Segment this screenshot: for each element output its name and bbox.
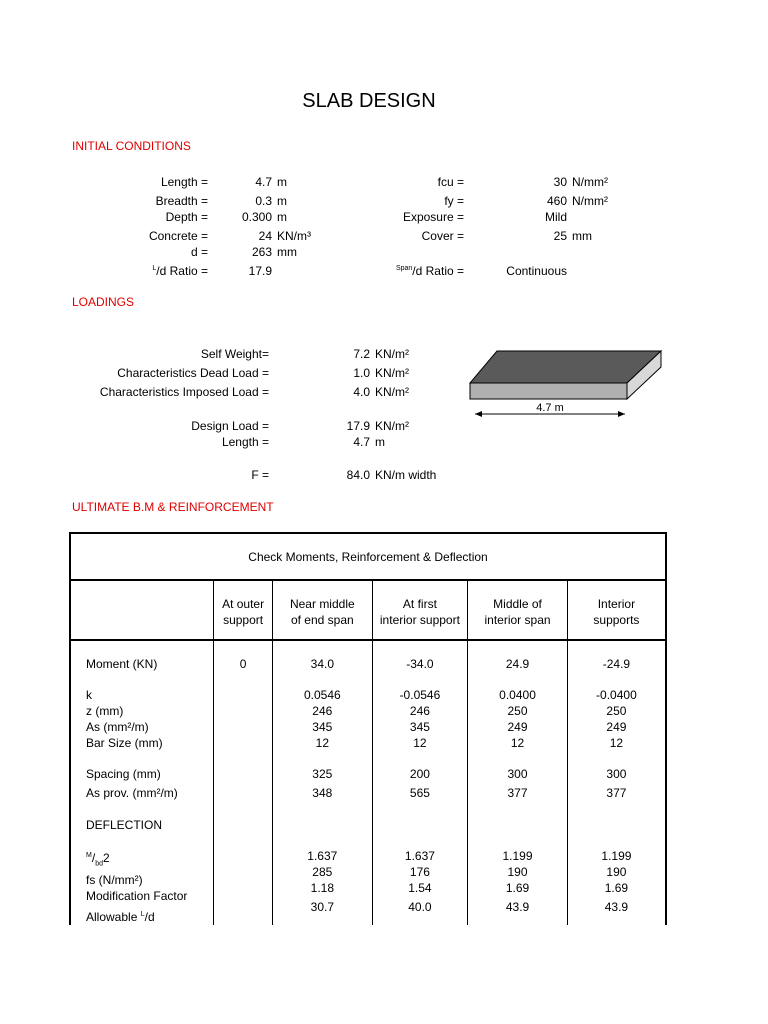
- self-weight-label: Self Weight=: [200, 347, 269, 361]
- exposure-value: Mild: [544, 210, 567, 224]
- check-table: [69, 532, 667, 925]
- length-value: 4.7: [255, 175, 272, 189]
- force-label: F =: [251, 468, 269, 482]
- col-first-interior: -34.0 -0.0546 246 345 12 200 565 1.637 176 1.54 40.0: [372, 640, 468, 925]
- d-value: 263: [251, 245, 272, 259]
- ld-ratio-label: $^L$/d Ratio =: [152, 264, 208, 278]
- loading-length-label: Length =: [221, 435, 269, 449]
- span-label: 4.7 m: [536, 402, 564, 414]
- header-first-interior: At first interior support: [372, 580, 468, 640]
- row-labels: Moment (KN) k z (mm) As (mm²/m) Bar Size (mm) Spacing (mm) As prov. (mm²/m) DEFLECTION $^M/_{bd}2$ fs (N/mm²) Modification Factor Allowable $^L$/d: [70, 640, 214, 925]
- section-loadings: LOADINGS: [72, 295, 135, 309]
- dead-load-unit: KN/m²: [375, 366, 409, 380]
- concrete-unit: KN/m³: [277, 229, 311, 243]
- span-d-ratio-value: Continuous: [506, 264, 567, 278]
- force-value: 84.0: [346, 468, 370, 482]
- depth-unit: m: [277, 210, 287, 224]
- concrete-label: Concrete =: [148, 229, 208, 243]
- breadth-value: 0.3: [255, 194, 272, 208]
- design-load-label: Design Load =: [191, 419, 269, 433]
- dead-load-label: Characteristics Dead Load =: [117, 366, 269, 380]
- table-caption: Check Moments, Reinforcement & Deflection: [70, 533, 666, 580]
- depth-label: Depth =: [165, 210, 208, 224]
- imposed-load-unit: KN/m²: [375, 385, 409, 399]
- self-weight-value: 7.2: [353, 347, 370, 361]
- col-end-span: 34.0 0.0546 246 345 12 325 348 1.637 285 1.18 30.7: [273, 640, 373, 925]
- fy-label: fy =: [444, 194, 464, 208]
- col-interior-span: 24.9 0.0400 250 249 12 300 377 1.199 190 1.69 43.9: [468, 640, 568, 925]
- loading-length-value: 4.7: [353, 435, 370, 449]
- header-outer-support: At outer support: [214, 580, 273, 640]
- d-unit: mm: [277, 245, 297, 259]
- col-interior-supports: -24.9 -0.0400 250 249 12 300 377 1.199 190 1.69 43.9: [567, 640, 666, 925]
- section-initial-conditions: INITIAL CONDITIONS: [72, 139, 191, 153]
- design-load-value: 17.9: [346, 419, 370, 433]
- cover-value: 25: [553, 229, 567, 243]
- ld-ratio-value: 17.9: [248, 264, 272, 278]
- force-unit: KN/m width: [375, 468, 437, 482]
- loading-length-unit: m: [375, 435, 385, 449]
- header-interior-span: Middle of interior span: [468, 580, 568, 640]
- length-unit: m: [277, 175, 287, 189]
- span-d-ratio-label: $^{Span}$/d Ratio =: [395, 264, 464, 278]
- fcu-label: fcu =: [437, 175, 464, 189]
- imposed-load-value: 4.0: [353, 385, 370, 399]
- section-ultimate: ULTIMATE B.M & REINFORCEMENT: [72, 500, 274, 514]
- concrete-value: 24: [258, 229, 272, 243]
- header-end-span: Near middle of end span: [273, 580, 373, 640]
- page-title: SLAB DESIGN: [302, 90, 436, 112]
- header-interior-supports: Interior supports: [567, 580, 666, 640]
- breadth-label: Breadth =: [155, 194, 208, 208]
- exposure-label: Exposure =: [402, 210, 464, 224]
- span-arrow-right: [618, 411, 625, 417]
- header-blank: [70, 580, 214, 640]
- fcu-unit: N/mm²: [572, 175, 608, 189]
- breadth-unit: m: [277, 194, 287, 208]
- fy-value: 460: [546, 194, 567, 208]
- slab-front-face: [470, 383, 627, 399]
- design-load-unit: KN/m²: [375, 419, 409, 433]
- imposed-load-label: Characteristics Imposed Load =: [99, 385, 269, 399]
- fy-unit: N/mm²: [572, 194, 608, 208]
- length-label: Length =: [160, 175, 208, 189]
- span-arrow-left: [475, 411, 482, 417]
- d-label: d =: [190, 245, 208, 259]
- self-weight-unit: KN/m²: [375, 347, 409, 361]
- cover-unit: mm: [572, 229, 592, 243]
- fcu-value: 30: [553, 175, 567, 189]
- cover-label: Cover =: [421, 229, 464, 243]
- col-outer-support: 0: [214, 640, 273, 925]
- depth-value: 0.300: [241, 210, 272, 224]
- mbd-label: $^M/_{bd}2$: [86, 851, 110, 868]
- dead-load-value: 1.0: [353, 366, 370, 380]
